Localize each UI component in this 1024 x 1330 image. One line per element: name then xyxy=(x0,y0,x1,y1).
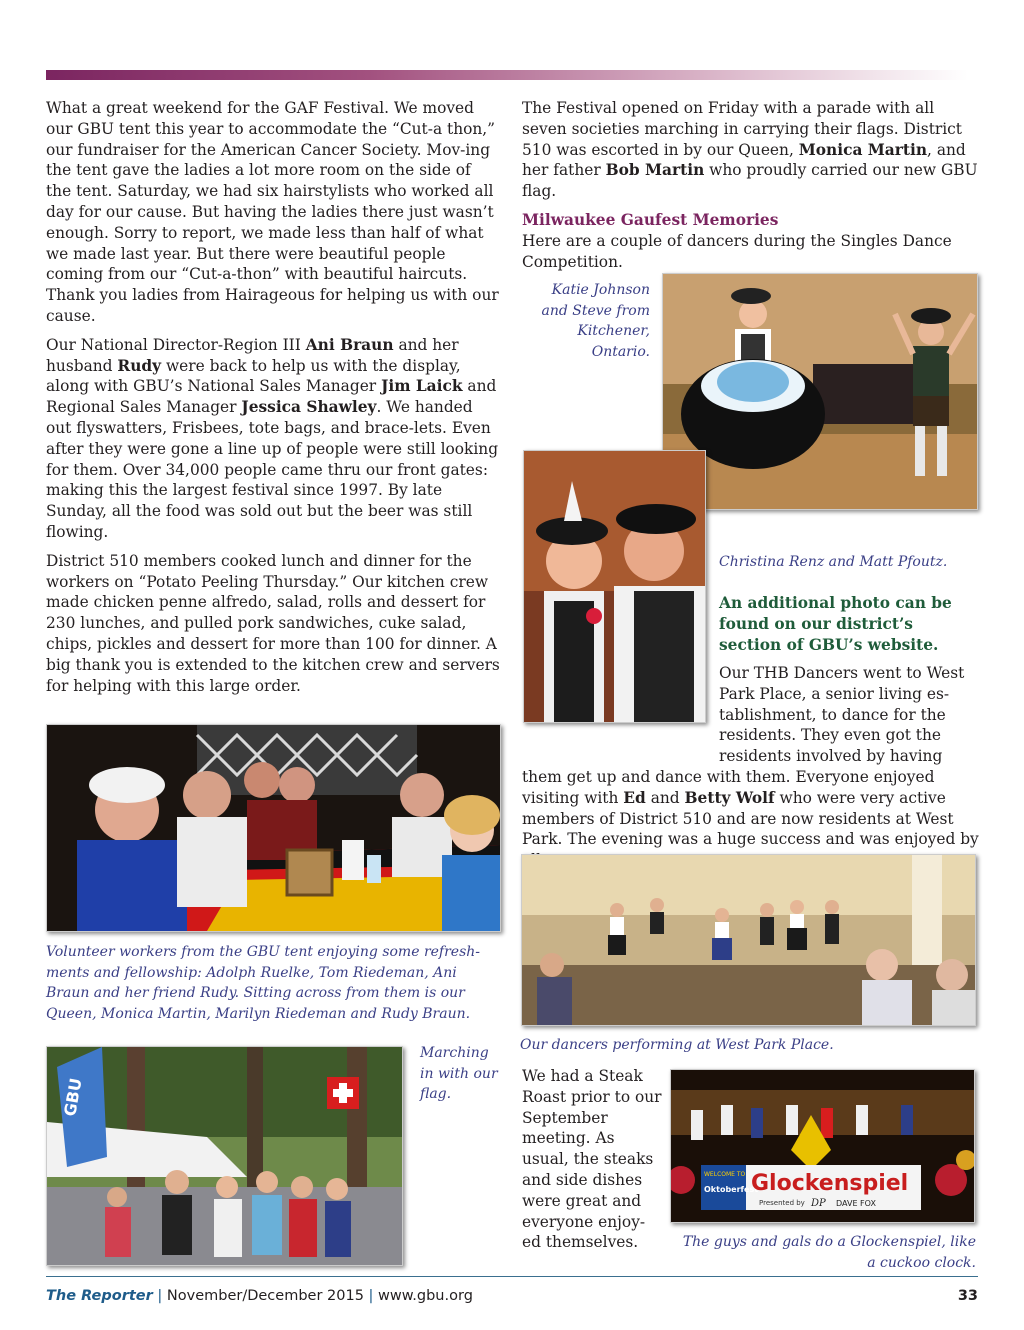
sign-glockenspiel-text: Glockenspiel xyxy=(751,1171,909,1196)
paragraph-thb-dancers: Our THB Dancers went to West Park Place, a senior living es-tablishment, to dance for the residents. They even got the residents involved by having them get up and dance with them. Everyone enjoyed visiting with Ed and Betty Wolf who were very active members of District 510 and are now residents at West Park. The evening was a huge success and was enjoyed by xyxy=(522,664,979,849)
katie-steve-illustration xyxy=(663,274,977,509)
right-column-note xyxy=(719,593,979,663)
paragraph-steak-roast: We had a Steak Roast prior to our September meeting. As usual, the steaks and side dishes were great and everyone enjoy-ed themselves. xyxy=(522,1067,662,1252)
footer-brand: The Reporter xyxy=(46,1288,153,1304)
photo-glockenspiel xyxy=(670,1069,975,1223)
footer xyxy=(46,1288,473,1304)
caption-glockenspiel: The guys and gals do a Glockenspiel, like a cuckoo clock. xyxy=(682,1234,976,1271)
paragraph-dancers: Here are a couple of dancers during the Singles Dance Competition. xyxy=(522,231,952,271)
footer-issue: November/December 2015 xyxy=(166,1288,364,1304)
footer-separator: | xyxy=(157,1288,163,1304)
paragraph-national-director: Our National Director-Region III Ani Braun and her husband Rudy were back to help us with the display, along with GBU’s National Sales Manager Jim Laick and Regional Sales Manager Jessica Shawley. We handed out flyswatters, Frisbees, tote bags, and brace-lets. Even after they were gone a line up of people were still looking for them. Over 34,000 people came thru our front gates: making this the largest festival since 1997. By late Sunday, all the food was sold out but the beer was still flowing. xyxy=(46,335,499,541)
sign-oktoberfest-text: Oktoberfest xyxy=(704,1185,759,1194)
left-column xyxy=(46,98,500,704)
paragraph-festival-opened: The Festival opened on Friday with a parade with all seven societies marching in carrying their flags. District 510 was escorted in by our Queen, Monica Martin, and her father Bob Martin who proudly carried our new GBU flag. xyxy=(522,99,978,201)
west-park-illustration xyxy=(522,855,975,1025)
footer-url[interactable]: www.gbu.org xyxy=(378,1288,473,1304)
header-gradient-bar xyxy=(46,70,968,80)
volunteers-illustration xyxy=(47,725,500,931)
right-column-steak xyxy=(522,1066,664,1253)
sign-presented-text: Presented by xyxy=(759,1199,805,1207)
glockenspiel-illustration xyxy=(671,1070,974,1222)
photo-volunteers xyxy=(46,724,501,932)
caption-volunteers: Volunteer workers from the GBU tent enjoying some refresh-ments and fellowship: Adolph Ruelke, Tom Riedeman, Ani Braun and her friend Rudy. Sitting across from them is our Queen, Monica Martin, Marilyn Riedeman and Rudy Braun. xyxy=(46,944,481,1022)
caption-dancers: Our dancers performing at West Park Place. xyxy=(520,1037,834,1053)
footer-separator: | xyxy=(368,1288,374,1304)
right-column-top xyxy=(522,98,978,280)
photo-west-park-dancers xyxy=(521,854,976,1026)
paragraph-cut-a-thon: What a great weekend for the GAF Festival. We moved our GBU tent this year to accommodate the “Cut-a thon,” our fundraiser for the American Cancer Society. Mov-ing the tent gave the ladies a lot more room on the side of the tent. Saturday, we had six hairstylists who worked all day for our cause. But having the ladies there just wasn’t enough. Sorry to report, we made less than half of what we made last year. But there were beautiful people coming from our “Cut-a-thon” with beautiful haircuts. Thank you ladies from Hairageous for helping us with our cause. xyxy=(46,99,499,325)
caption-marching: Marching in with our flag. xyxy=(420,1045,498,1102)
caption-christina: Christina Renz and Matt Pfoutz. xyxy=(719,554,948,570)
banner-gbu-text: GBU xyxy=(60,1076,86,1118)
text-wrap-spacer xyxy=(522,663,719,747)
marching-illustration xyxy=(47,1047,402,1265)
sign-dp-text: DP xyxy=(811,1198,826,1209)
sign-welcome-text: WELCOME TO xyxy=(704,1171,746,1178)
note-additional-photo: An additional photo can be found on our district’s section of GBU’s website. xyxy=(719,594,952,654)
page-number: 33 xyxy=(957,1288,978,1304)
right-column-thb xyxy=(522,663,980,871)
photo-katie-steve xyxy=(662,273,978,510)
paragraph-potato-peeling: District 510 members cooked lunch and dinner for the workers on “Potato Peeling Thursday.” Our kitchen crew made chicken penne alfredo, salad, rolls and dessert for 230 lunches, and pulled pork sandwiches, cuke salad, chips, pickles and dessert for more than 100 for dinner. A big thank you is extended to the kitchen crew and servers for helping with this large order. xyxy=(46,551,500,695)
footer-rule xyxy=(46,1276,978,1277)
photo-marching xyxy=(46,1046,403,1266)
sign-davefox-text: DAVE FOX xyxy=(836,1199,876,1208)
caption-katie: Katie Johnson and Steve from Kitchener, Ontario. xyxy=(541,282,650,360)
subhead-gaufest: Milwaukee Gaufest Memories xyxy=(522,210,779,229)
